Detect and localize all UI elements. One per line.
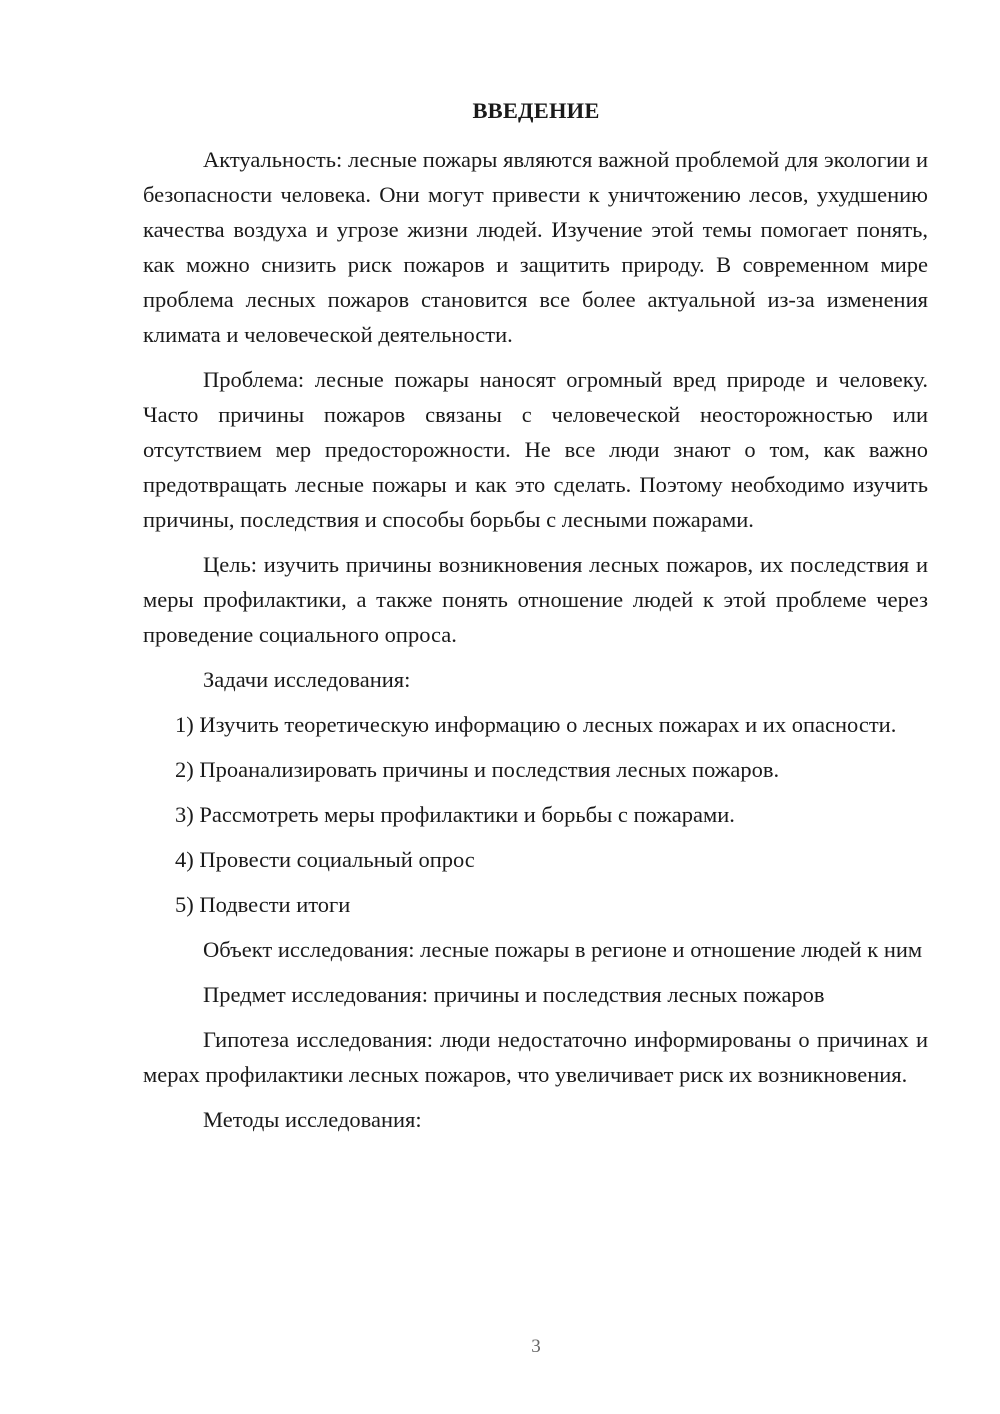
page-title: ВВЕДЕНИЕ — [472, 98, 600, 123]
task-item-1: 1) Изучить теоретическую информацию о лесных пожарах и их опасности. — [175, 712, 897, 737]
document-body — [143, 142, 928, 1147]
research-object-paragraph: Объект исследования: лесные пожары в регионе и отношение людей к ним — [203, 937, 923, 962]
methods-heading: Методы исследования: — [203, 1107, 422, 1132]
goal-paragraph: Цель: изучить причины возникновения лесных пожаров, их последствия и меры профилактики, а также понять отношение людей к этой проблеме через проведение социального опроса. — [143, 552, 928, 647]
problem-paragraph: Проблема: лесные пожары наносят огромный вред природе и человеку. Часто причины пожаров связаны с человеческой неосторожностью или отсутствием мер предосторожности. Не все люди знают о том, как важно предотвращать лесные пожары и как это сделать. Поэтому необходимо изучить причины, последствия и способы борьбы с лесными пожарами. — [143, 367, 928, 532]
task-item-3: 3) Рассмотреть меры профилактики и борьбы с пожарами. — [175, 802, 735, 827]
tasks-heading: Задачи исследования: — [203, 667, 411, 692]
task-item-5: 5) Подвести итоги — [175, 892, 351, 917]
hypothesis-paragraph: Гипотеза исследования: люди недостаточно информированы о причинах и мерах профилактики лесных пожаров, что увеличивает риск их возникновения. — [143, 1027, 928, 1087]
task-item-2: 2) Проанализировать причины и последствия лесных пожаров. — [175, 757, 780, 782]
task-item-4: 4) Провести социальный опрос — [175, 847, 475, 872]
page-number: 3 — [531, 1336, 541, 1357]
research-subject-paragraph: Предмет исследования: причины и последствия лесных пожаров — [203, 982, 825, 1007]
relevance-paragraph: Актуальность: лесные пожары являются важной проблемой для экологии и безопасности человека. Они могут привести к уничтожению лесов, ухудшению качества воздуха и угрозе жизни людей. Изучение этой темы помогает понять, как можно снизить риск пожаров и защитить природу. В современном мире проблема лесных пожаров становится все более актуальной из-за изменения климата и человеческой деятельности. — [143, 147, 928, 347]
